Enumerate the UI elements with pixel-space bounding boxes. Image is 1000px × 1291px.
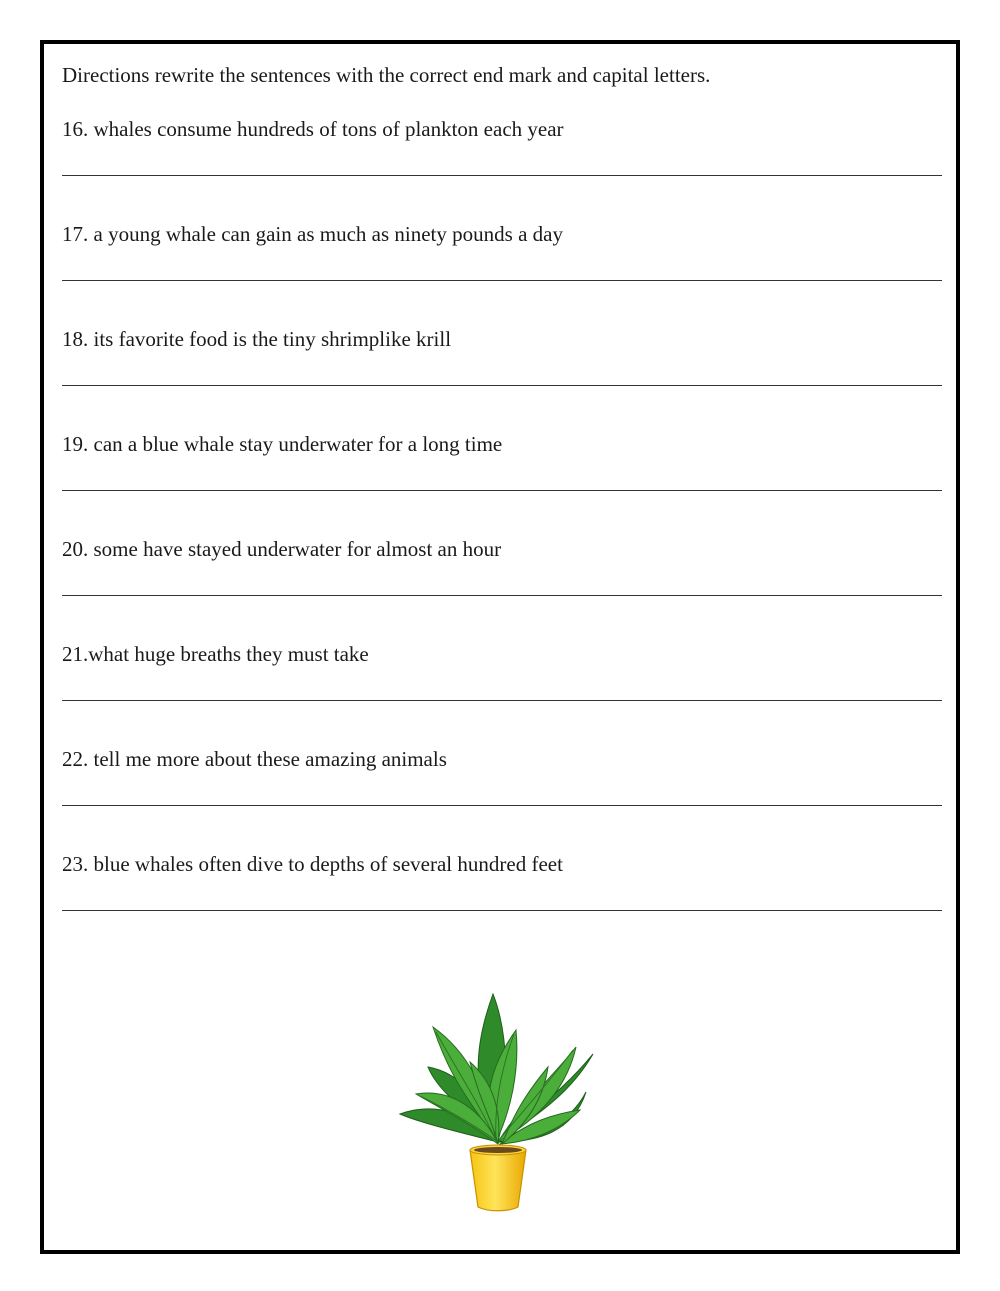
- question-item: [62, 221, 942, 247]
- question-item: [62, 851, 942, 877]
- directions-text: Directions rewrite the sentences with the correct end mark and capital letters.: [62, 63, 711, 87]
- question-item: [62, 326, 942, 352]
- question-text: 17. a young whale can gain as much as ninety pounds a day: [62, 222, 563, 246]
- answer-line[interactable]: [62, 700, 942, 701]
- answer-line[interactable]: [62, 490, 942, 491]
- question-item: [62, 746, 942, 772]
- answer-line[interactable]: [62, 805, 942, 806]
- question-item: [62, 536, 942, 562]
- question-text: 18. its favorite food is the tiny shrimplike krill: [62, 327, 452, 351]
- answer-line[interactable]: [62, 385, 942, 386]
- answer-line[interactable]: [62, 595, 942, 596]
- worksheet-frame: [40, 40, 960, 1254]
- question-text: 16. whales consume hundreds of tons of plankton each year: [62, 117, 564, 141]
- answer-line[interactable]: [62, 280, 942, 281]
- answer-line[interactable]: [62, 910, 942, 911]
- question-text: 23. blue whales often dive to depths of several hundred feet: [62, 852, 563, 876]
- potted-plant-icon: [398, 992, 598, 1214]
- question-item: [62, 641, 942, 667]
- question-text: 20. some have stayed underwater for almost an hour: [62, 537, 502, 561]
- question-item: [62, 431, 942, 457]
- question-text: 21.what huge breaths they must take: [62, 642, 369, 666]
- question-text: 19. can a blue whale stay underwater for a long time: [62, 432, 503, 456]
- answer-line[interactable]: [62, 175, 942, 176]
- question-item: [62, 116, 942, 142]
- question-text: 22. tell me more about these amazing animals: [62, 747, 447, 771]
